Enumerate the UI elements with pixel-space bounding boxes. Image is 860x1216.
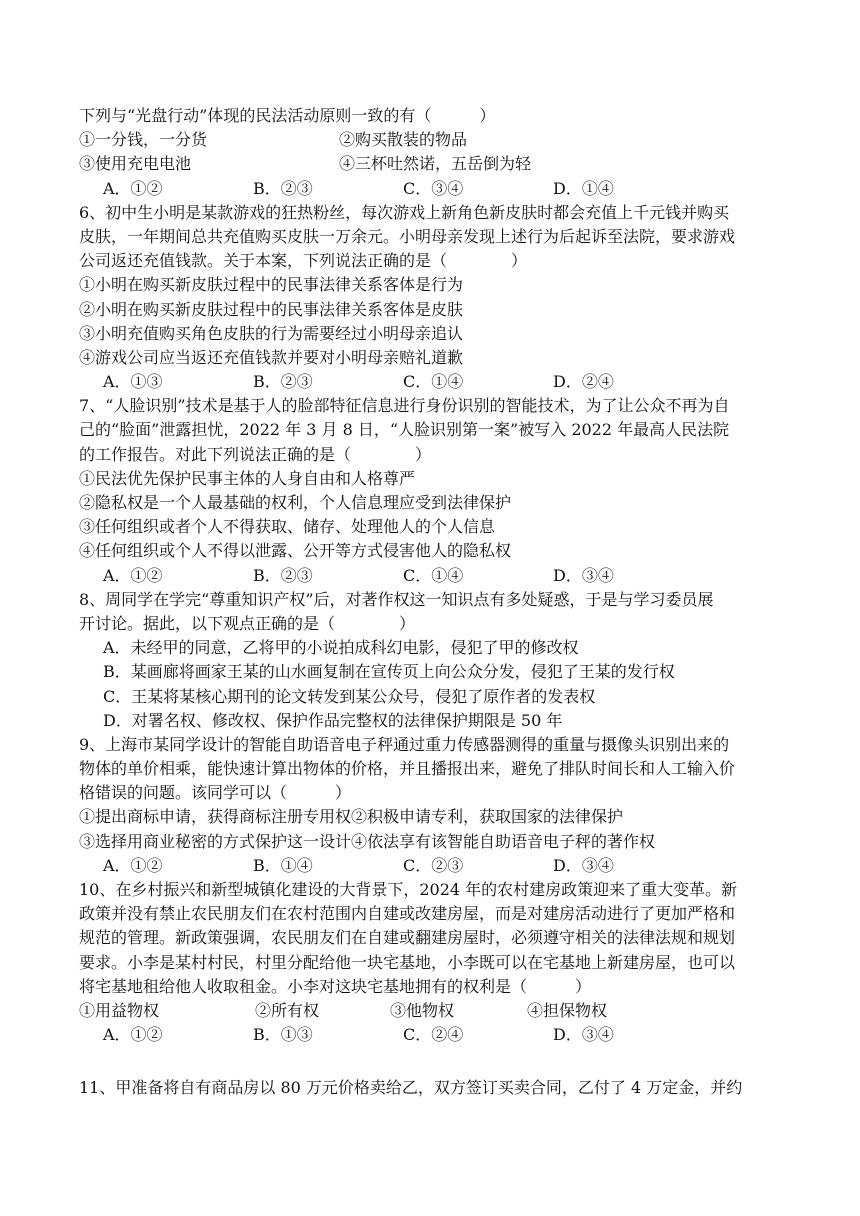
- question-stem: 格错误的问题。该同学可以（ ）: [79, 783, 352, 803]
- question-stem: 下列与“光盘行动”体现的民法活动原则一致的有（ ）: [79, 106, 496, 125]
- option-c: C．②③: [403, 855, 464, 875]
- option-b: B．②③: [253, 565, 313, 585]
- spacer: [79, 1047, 779, 1076]
- question-11: [79, 1076, 779, 1100]
- option-c: C．②④: [403, 1025, 464, 1045]
- statement: ③任何组织或者个人不得获取、储存、处理他人的个人信息: [79, 517, 496, 537]
- question-stem: 将宅基地租给他人收取租金。小李对这块宅基地拥有的权利是（ ）: [79, 976, 592, 996]
- statement: ③小明充值购买角色皮肤的行为需要经过小明母亲追认: [79, 323, 464, 343]
- statement: ②小明在购买新皮肤过程中的民事法律关系客体是皮肤: [79, 299, 464, 319]
- question-8: [79, 588, 779, 733]
- option-d: D．①④: [553, 178, 614, 198]
- statement: ①民法优先保护民事主体的人身自由和人格尊严: [79, 468, 416, 488]
- question-stem: 政策并没有禁止农民朋友们在农村范围内自建或改建房屋，而是对建房活动进行了更加严格和: [79, 904, 736, 924]
- option-b: B．①③: [253, 1025, 313, 1045]
- option-a: A．①③: [103, 372, 163, 392]
- option-b: B．②③: [253, 178, 313, 198]
- statement: ②所有权: [255, 1000, 320, 1020]
- option-d: D．③④: [553, 855, 614, 875]
- statement: ④三杯吐然诺，五岳倒为轻: [339, 154, 532, 174]
- statement: ③使用充电电池: [79, 154, 192, 174]
- question-stem: 9、上海市某同学设计的智能自助语音电子秤通过重力传感器测得的重量与摄像头识别出来的: [79, 734, 730, 754]
- question-stem: 物体的单价相乘，能快速计算出物体的价格，并且播报出来，避免了排队时间长和人工输入价: [79, 759, 736, 779]
- question-stem: 8、周同学在学完“尊重知识产权”后，对著作权这一知识点有多处疑惑，于是与学习委员展: [79, 589, 714, 609]
- option-a: A．①②: [103, 565, 163, 585]
- statement: ④游戏公司应当返还充值钱款并要对小明母亲赔礼道歉: [79, 347, 464, 367]
- option-a: A．①②: [103, 178, 163, 198]
- question-10: [79, 878, 779, 1047]
- answer-options: [79, 854, 779, 878]
- statement: ①用益物权: [79, 1000, 160, 1020]
- exam-page: [79, 104, 779, 1101]
- answer-options: [79, 177, 779, 201]
- option-d: D．对署名权、修改权、保护作品完整权的法律保护期限是 50 年: [103, 710, 563, 730]
- option-c: C．③④: [403, 178, 464, 198]
- question-stem: 10、在乡村振兴和新型城镇化建设的大背景下，2024 年的农村建房政策迎来了重大变革。新: [79, 880, 738, 899]
- option-b: B．①④: [253, 855, 313, 875]
- statement: ②购买散装的物品: [339, 130, 468, 150]
- statement: ③选择用商业秘密的方式保护这一设计④依法享有该智能自助语音电子秤的著作权: [79, 831, 656, 851]
- question-stem: 公司返还充值钱款。关于本案，下列说法正确的是（ ）: [79, 251, 528, 271]
- statement: ①小明在购买新皮肤过程中的民事法律关系客体是行为: [79, 275, 464, 295]
- answer-options: [79, 564, 779, 588]
- statement: ④任何组织或个人不得以泄露、公开等方式侵害他人的隐私权: [79, 541, 512, 561]
- statement: ④担保物权: [527, 1000, 608, 1020]
- option-c: C．王某将某核心期刊的论文转发到某公众号，侵犯了原作者的发表权: [103, 686, 596, 706]
- answer-options: [79, 1023, 779, 1047]
- question-stem: 己的“脸面”泄露担忧，2022 年 3 月 8 日，“人脸识别第一案”被写入 2022 年最高人民法院: [79, 420, 730, 440]
- question-9: [79, 733, 779, 878]
- question-7: [79, 394, 779, 588]
- question-stem: 规范的管理。新政策强调，农民朋友们在自建或翻建房屋时，必须遵守相关的法律法规和规划: [79, 928, 736, 948]
- statement-row: [79, 999, 779, 1023]
- question-stem: 开讨论。据此，以下观点正确的是（ ）: [79, 613, 416, 633]
- question-stem: 11、甲准备将自有商品房以 80 万元价格卖给乙，双方签订买卖合同，乙付了 4 万定金，并约: [79, 1078, 743, 1098]
- statement-row: [79, 128, 779, 152]
- question-stem: 7、“人脸识别”技术是基于人的脸部特征信息进行身份识别的智能技术，为了让公众不再为自: [79, 396, 730, 416]
- option-b: B．②③: [253, 372, 313, 392]
- statement: ②隐私权是一个人最基础的权利，个人信息理应受到法律保护: [79, 493, 512, 512]
- statement: ①一分钱，一分货: [79, 130, 208, 150]
- option-c: C．①④: [403, 372, 464, 392]
- option-d: D．②④: [553, 372, 614, 392]
- option-c: C．①④: [403, 565, 464, 585]
- question-6: [79, 201, 779, 395]
- statement-row: [79, 152, 779, 176]
- answer-options: [79, 370, 779, 394]
- option-a: A．未经甲的同意，乙将甲的小说拍成科幻电影，侵犯了甲的修改权: [103, 638, 579, 658]
- statement: ③他物权: [390, 1000, 455, 1020]
- question-stem: 要求。小李是某村村民，村里分配给他一块宅基地，小李既可以在宅基地上新建房屋，也可以: [79, 952, 736, 972]
- option-a: A．①②: [103, 1025, 163, 1045]
- option-d: D．③④: [553, 565, 614, 585]
- question-stem: 皮肤，一年期间总共充值购买皮肤一万余元。小明母亲发现上述行为后起诉至法院，要求游戏: [79, 226, 736, 246]
- option-a: A．①②: [103, 855, 163, 875]
- option-d: D．③④: [553, 1025, 614, 1045]
- question-stem: 6、初中生小明是某款游戏的狂热粉丝，每次游戏上新角色新皮肤时都会充值上千元钱并购买: [79, 202, 730, 222]
- option-b: B．某画廊将画家王某的山水画复制在宣传页上向公众分发，侵犯了王某的发行权: [103, 662, 675, 682]
- question-stem: 的工作报告。对此下列说法正确的是（ ）: [79, 444, 432, 464]
- statement: ①提出商标申请，获得商标注册专用权②积极申请专利，获取国家的法律保护: [79, 807, 624, 827]
- question-5: [79, 104, 779, 201]
